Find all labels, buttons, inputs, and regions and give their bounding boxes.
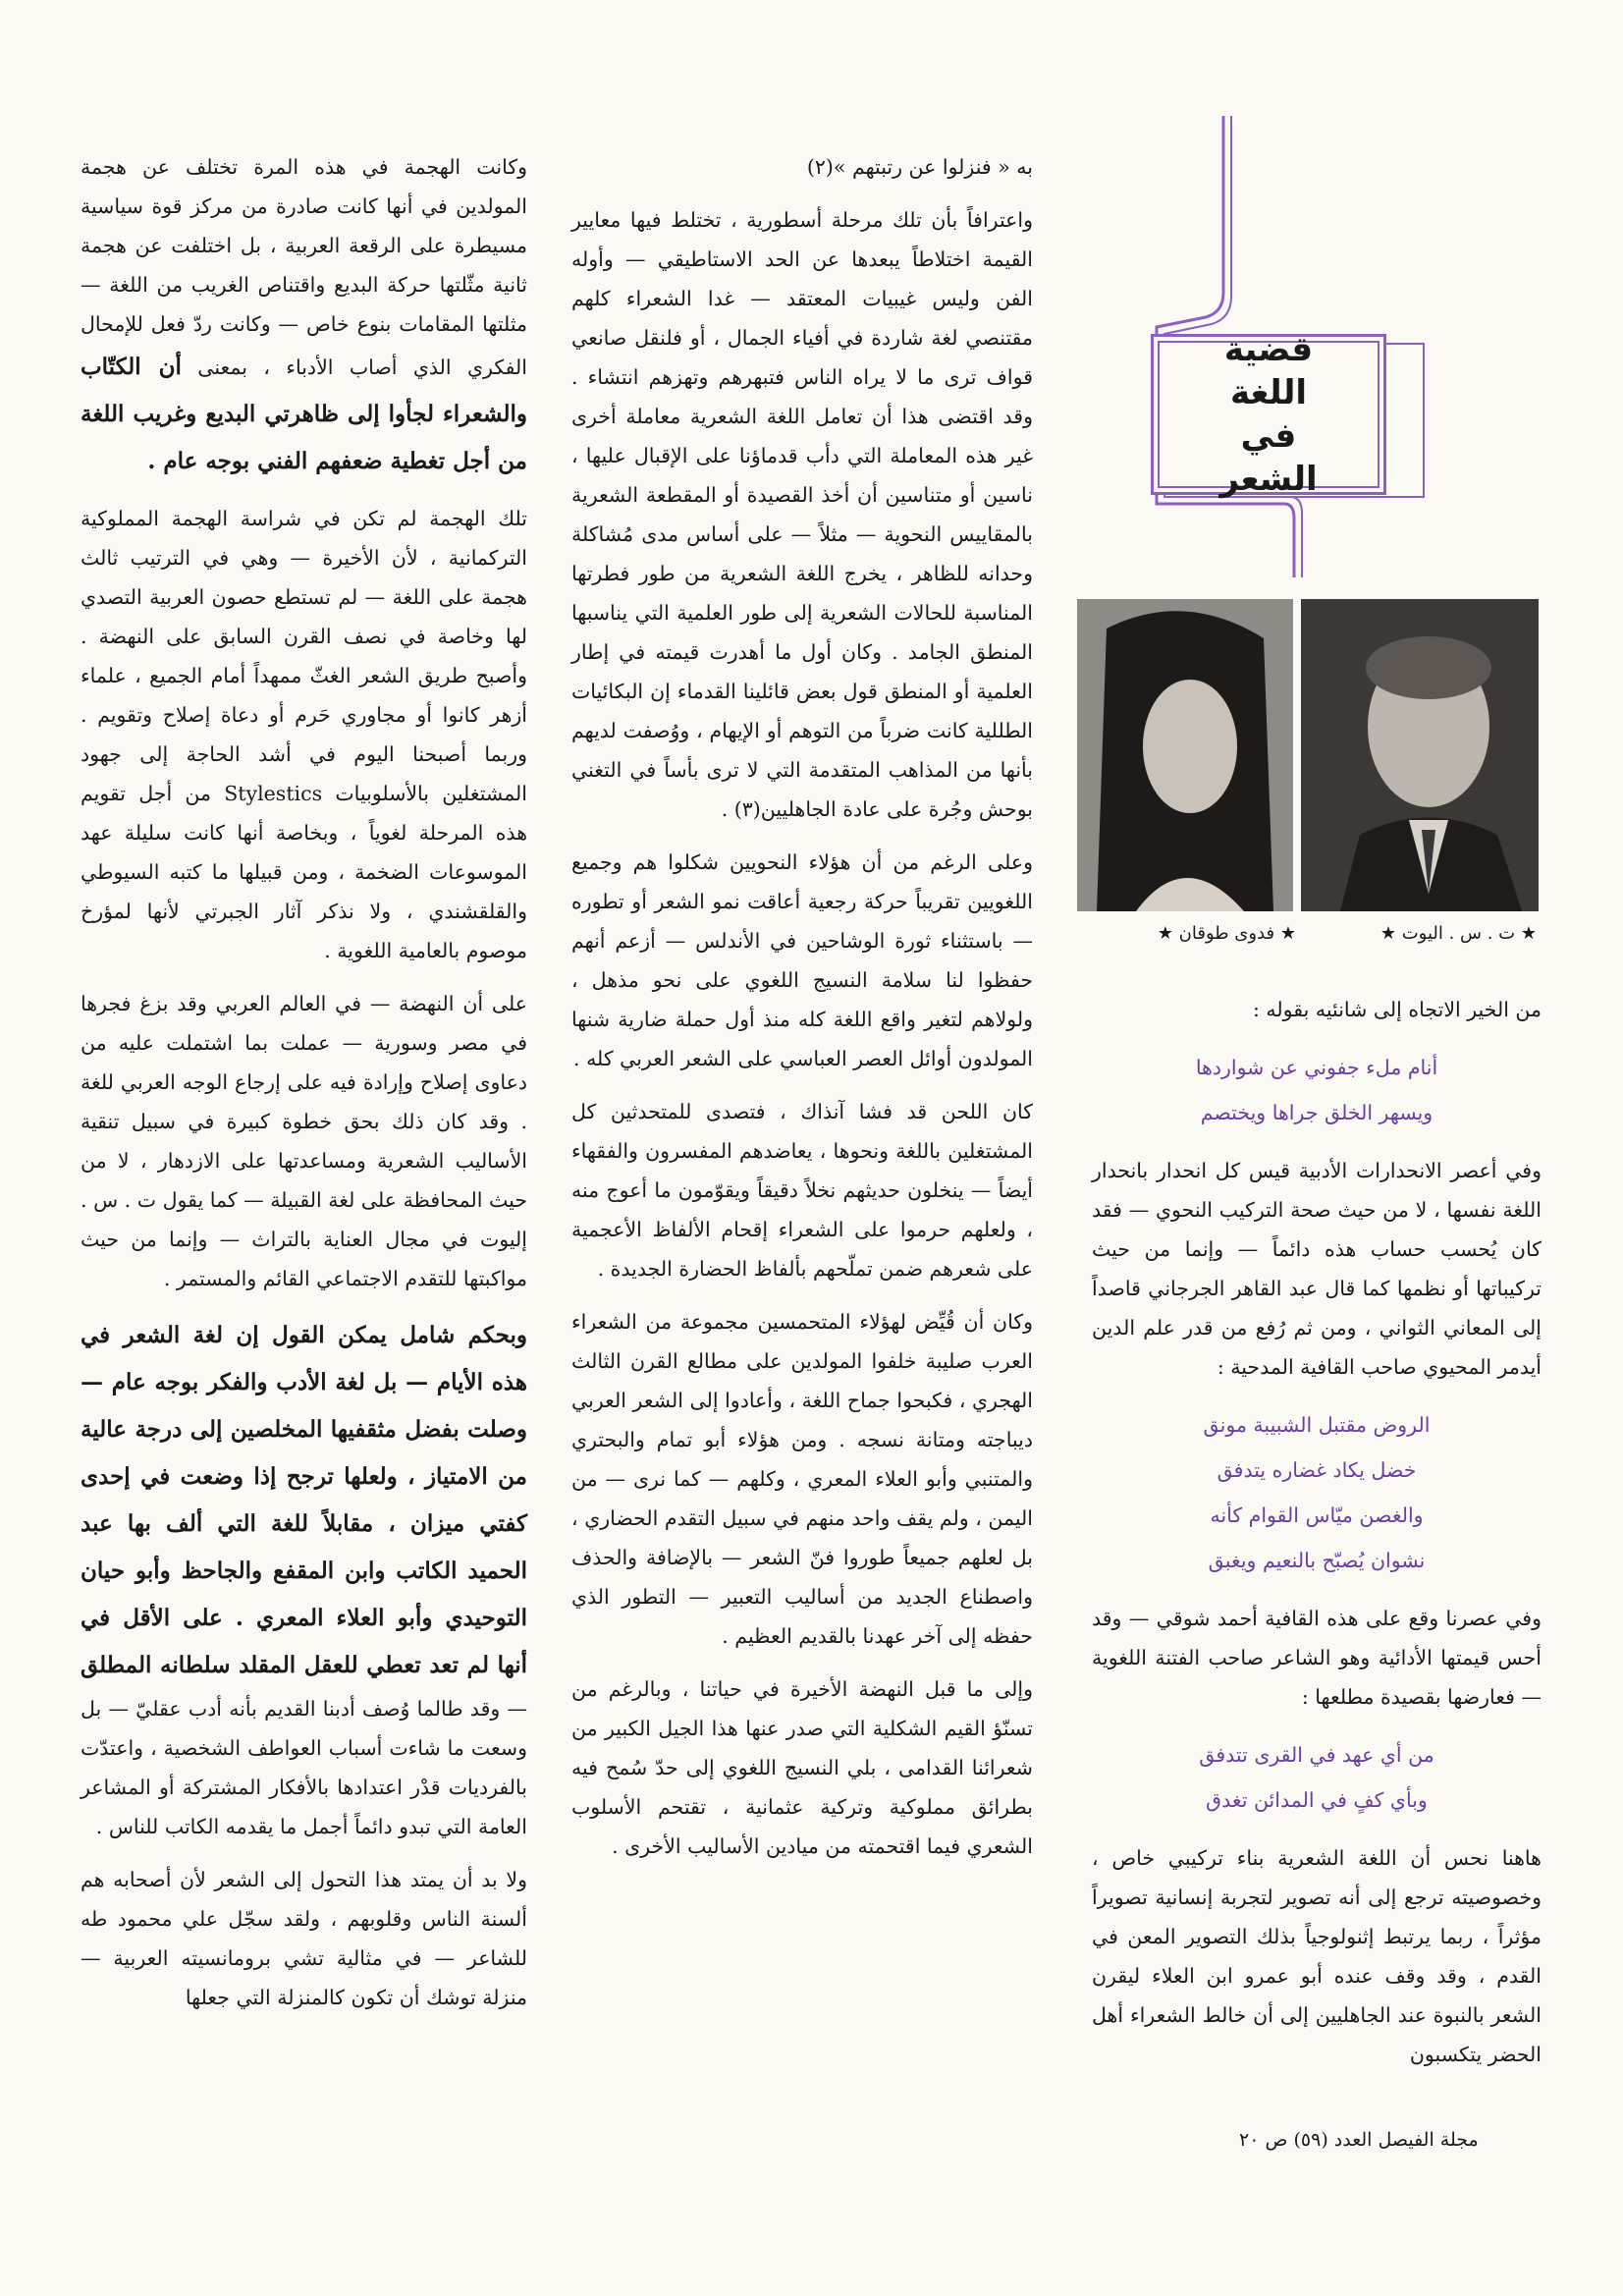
- paragraph: على أن النهضة — في العالم العربي وقد بزغ فجرها في مصر وسورية — عملت بما اشتملت عليه من دعاوى إصلاح وإرادة فيه على إرجاع الوجه العربي للغة . وقد كان ذلك بحق خطوة كبيرة في سبيل تنقية الأساليب الشعرية ومساعدتها على الازدهار ، لا من حيث المحافظة على لغة القبيلة — كما يقول ت . س . إليوت في مجال العناية بالتراث — وإنما من حيث مواكبتها للتقدم الاجتماعي القائم والمستمر .: [81, 992, 527, 1290]
- verse-line: الروض مقتبل الشبيبة مونق: [1203, 1413, 1431, 1437]
- verse-block: [1092, 1045, 1542, 1135]
- article-title: قضية اللغة في الشعر: [1219, 330, 1318, 499]
- verse-line: نشوان يُصبّح بالنعيم ويغبق: [1208, 1549, 1426, 1572]
- verse-line: من أي عهد في القرى تتدفق: [1199, 1743, 1434, 1767]
- verse-line: أنام ملء جفوني عن شواردها: [1195, 1056, 1438, 1079]
- emphasis-text: أن الكتّاب والشعراء لجأوا إلى ظاهرتي البديع وغريب اللغة من أجل تغطية ضعفهم الفني بوجه عام .: [81, 354, 527, 474]
- photo-tuqan: [1077, 599, 1293, 911]
- verse-line: والغصن ميّاس القوام كأنه: [1210, 1503, 1424, 1527]
- caption-eliot: ★ ت . س . اليوت ★: [1380, 923, 1537, 944]
- verse-block: [1092, 1402, 1542, 1583]
- verse-line: وبأي كفٍ في المدائن تغدق: [1206, 1788, 1428, 1812]
- page-footer: مجلة الفيصل العدد (٥٩) ص ٢٠: [1239, 2129, 1479, 2151]
- column-left: [81, 147, 527, 2031]
- paragraph-text: وكانت الهجمة في هذه المرة تختلف عن هجمة المولدين في أنها كانت صادرة من مركز قوة سياسية مسيطرة على الرقعة العربية ، بل اختلفت عن هجمة ثانية مثّلتها حركة البديع واقتناص الغريب من اللغة — مثلتها المقامات بنوع خاص — وكانت ردّ فعل للإمحال الفكري الذي أصاب الأدباء ، بمعنى: [81, 155, 527, 379]
- paragraph: تلك الهجمة لم تكن في شراسة الهجمة المملوكية التركمانية ، لأن الأخيرة — وهي في الترتيب ثالث هجمة على اللغة — لم تستطع حصون العربية التصدي لها وخاصة في نصف القرن السابق على النهضة . وأصبح طريق الشعر الغثّ ممهداً أمام الجميع ، علماء أزهر كانوا أو مجاوري حَرم أو دعاة إصلاح وتقويم . وربما أصبحنا اليوم في أشد الحاجة إلى جهود المشتغلين بالأسلوبيات Stylestics من أجل تقويم هذه المرحلة لغوياً ، وبخاصة أنها كانت سليلة عهد الموسوعات الضخمة ، ومن قبيلها ما كتبه السيوطي والقلقشندي ، ولا نذكر آثار الجبرتي لأنها لمؤرخ موصوم بالعامية اللغوية .: [81, 507, 527, 962]
- column-right: [1092, 990, 1542, 2088]
- photo-eliot: [1301, 599, 1539, 911]
- paragraph: ولا بد أن يمتد هذا التحول إلى الشعر لأن أصحابه هم ألسنة الناس وقلوبهم ، ولقد سجّل علي محمود طه للشاعر — في مثالية تشي برومانسيته العربية — منزلة توشك أن تكون كالمنزلة التي جعلها: [81, 1868, 527, 2009]
- paragraph: وعلى الرغم من أن هؤلاء النحويين شكلوا هم وجميع اللغويين تقريباً حركة رجعية أعاقت نمو الشعر أو تطوره — باستثناء ثورة الوشاحين في الأندلس — أزعم أنهم حفظوا لنا سلامة النسيج اللغوي على نحو مذهل ، ولولاهم لتغير واقع اللغة كله منذ أول حملة ضارية شنها المولدون أوائل العصر العباسي على الشعر العربي كله .: [571, 850, 1033, 1070]
- paragraph: [81, 1312, 527, 1846]
- paragraph: وكان أن قُيِّض لهؤلاء المتحمسين مجموعة من الشعراء العرب صليبة خلفوا المولدين على مطالع القرن الثالث الهجري ، فكبحوا جماح اللغة ، وأعادوا إلى الشعر العربي ديباجته ومتانة نسجه . ومن هؤلاء أبو تمام والبحتري والمتنبي وأبو العلاء المعري ، وكلهم — كما نرى — من اليمن ، ولم يقف واحد منهم في سبيل التقدم الحضاري ، بل لعلهم جميعاً طوروا فنّ الشعر — بالإضافة والحذف واصطناع الجديد من أساليب التعبير — التطور الذي حفظه إلى آخر عهدنا بالقديم العظيم .: [571, 1310, 1033, 1648]
- paragraph-text: — وقد طالما وُصف أدبنا القديم بأنه أدب عقليّ — بل وسعت ما شاءت أسباب العواطف الشخصية ، واعتدّت بالفرديات قدْر اعتدادها بالأفكار المشتركة أو المشاعر العامة التي تبدو دائماً أجمل ما يقدمه الكاتب للناس .: [81, 1697, 527, 1838]
- paragraph: به « فنزلوا عن رتبتهم »(٢): [806, 155, 1033, 179]
- paragraph: من الخير الاتجاه إلى شانئيه بقوله :: [1253, 998, 1542, 1021]
- paragraph: كان اللحن قد فشا آنذاك ، فتصدى للمتحدثين كل المشتغلين باللغة ونحوها ، يعاضدهم المفسرون والفقهاء أيضاً — ينخلون حديثهم نخلاً دقيقاً ويقوّمون ما أعوج منه ، ولعلهم حرموا على الشعراء إقحام الألفاظ الأعجمية على شعرهم ضمن تملّحهم بألفاظ الحضارة الجديدة .: [571, 1100, 1033, 1281]
- verse-line: خضل يكاد غضاره يتدفق: [1217, 1458, 1417, 1482]
- caption-tuqan: ★ فدوى طوقان ★: [1157, 923, 1296, 944]
- paragraph: [81, 147, 527, 485]
- emphasis-text: وبحكم شامل يمكن القول إن لغة الشعر في هذه الأيام — بل لغة الأدب والفكر بوجه عام — وصلت بفضل مثقفيها المخلصين إلى درجة عالية من الامتياز ، ولعلها ترجح إذا وضعت في إحدى كفتي ميزان ، مقابلاً للغة التي ألف بها عبد الحميد الكاتب وابن المقفع والجاحظ وأبو حيان التوحيدي وأبو العلاء المعري . على الأقل في أنها لم تعد تعطي للعقل المقلد سلطانه المطلق: [81, 1322, 527, 1678]
- paragraph: وفي عصرنا وقع على هذه القافية أحمد شوقي — وقد أحس قيمتها الأدائية وهو الشاعر صاحب الفتنة اللغوية — فعارضها بقصيدة مطلعها :: [1092, 1607, 1542, 1709]
- column-middle: [571, 147, 1033, 1880]
- verse-block: [1092, 1732, 1542, 1823]
- paragraph: واعترافاً بأن تلك مرحلة أسطورية ، تختلط فيها معايير القيمة اختلاطاً يبعدها عن الحد الاستاطيقي — وأوله الفن وليس غيبيات المعتقد — غدا الشعراء كلهم مقتنصي لغة شاردة في أفياء الجمال ، أو فلنقل صانعي قواف ترى ما لا يراه الناس فتبهرهم وتهزهم انتشاء . وقد اقتضى هذا أن تعامل اللغة الشعرية معاملة أخرى غير هذه المعاملة التي دأب قدماؤنا على الإقبال عليها ، ناسين أو متناسين أن أخذ القصيدة أو المقطعة الشعرية بالمقاييس النحوية — مثلاً — على أساس مدى مُشاكلة وحدانه للظاهر ، يخرج اللغة الشعرية من طور فطرتها المناسبة للحالات الشعرية إلى طور العلمية التي يناسبها المنطق الجامد . وكان أول ما أهدرت قيمته في إطار العلمية أو المنطق قول بعض قائلينا القدماء إن البكائيات الطللية كانت ضرباً من التوهم أو الإيهام ، ووُصفت لديهم بأنها من المذاهب المتقدمة التي لا ترى بأساً في التغني بوحش وجُرة على عادة الجاهليين(٣) .: [571, 208, 1033, 821]
- paragraph: هاهنا نحس أن اللغة الشعرية بناء تركيبي خاص ، وخصوصيته ترجع إلى أنه تصوير لتجربة إنسانية تصويراً مؤثراً ، ربما يرتبط إثنولوجياً بذلك التصوير المعن في القدم ، وقد وقف عنده أبو عمرو ابن العلاء ليقرن الشعر بالنبوة عند الجاهليين إلى أن خالط الشعراء أهل الحضر يتكسبون: [1092, 1846, 1542, 2066]
- article-title-box: [1151, 330, 1386, 499]
- verse-line: ويسهر الخلق جراها ويختصم: [1200, 1101, 1434, 1124]
- paragraph: وإلى ما قبل النهضة الأخيرة في حياتنا ، وبالرغم من تسنّؤ القيم الشكلية التي صدر عنها هذا الجيل الكبير من شعرائنا القدامى ، بلي النسيج اللغوي إلى حدّ سُمح فيه بطرائق مملوكية وتركية عثمانية ، تقتحم الأسلوب الشعري فيما اقتحمته من ميادين الأساليب الأخرى .: [571, 1677, 1033, 1858]
- paragraph: وفي أعصر الانحدارات الأدبية قيس كل انحدار بانحدار اللغة نفسها ، لا من حيث صحة التركيب النحوي — فقد كان يُحسب حساب هذه دائماً — وإنما من حيث تركيباتها أو نظمها كما قال عبد القاهر الجرجاني قاصداً إلى المعاني الثواني ، ومن ثم رُفع من قدر علم الدين أيدمر المحيوي صاحب القافية المدحية :: [1092, 1159, 1542, 1379]
